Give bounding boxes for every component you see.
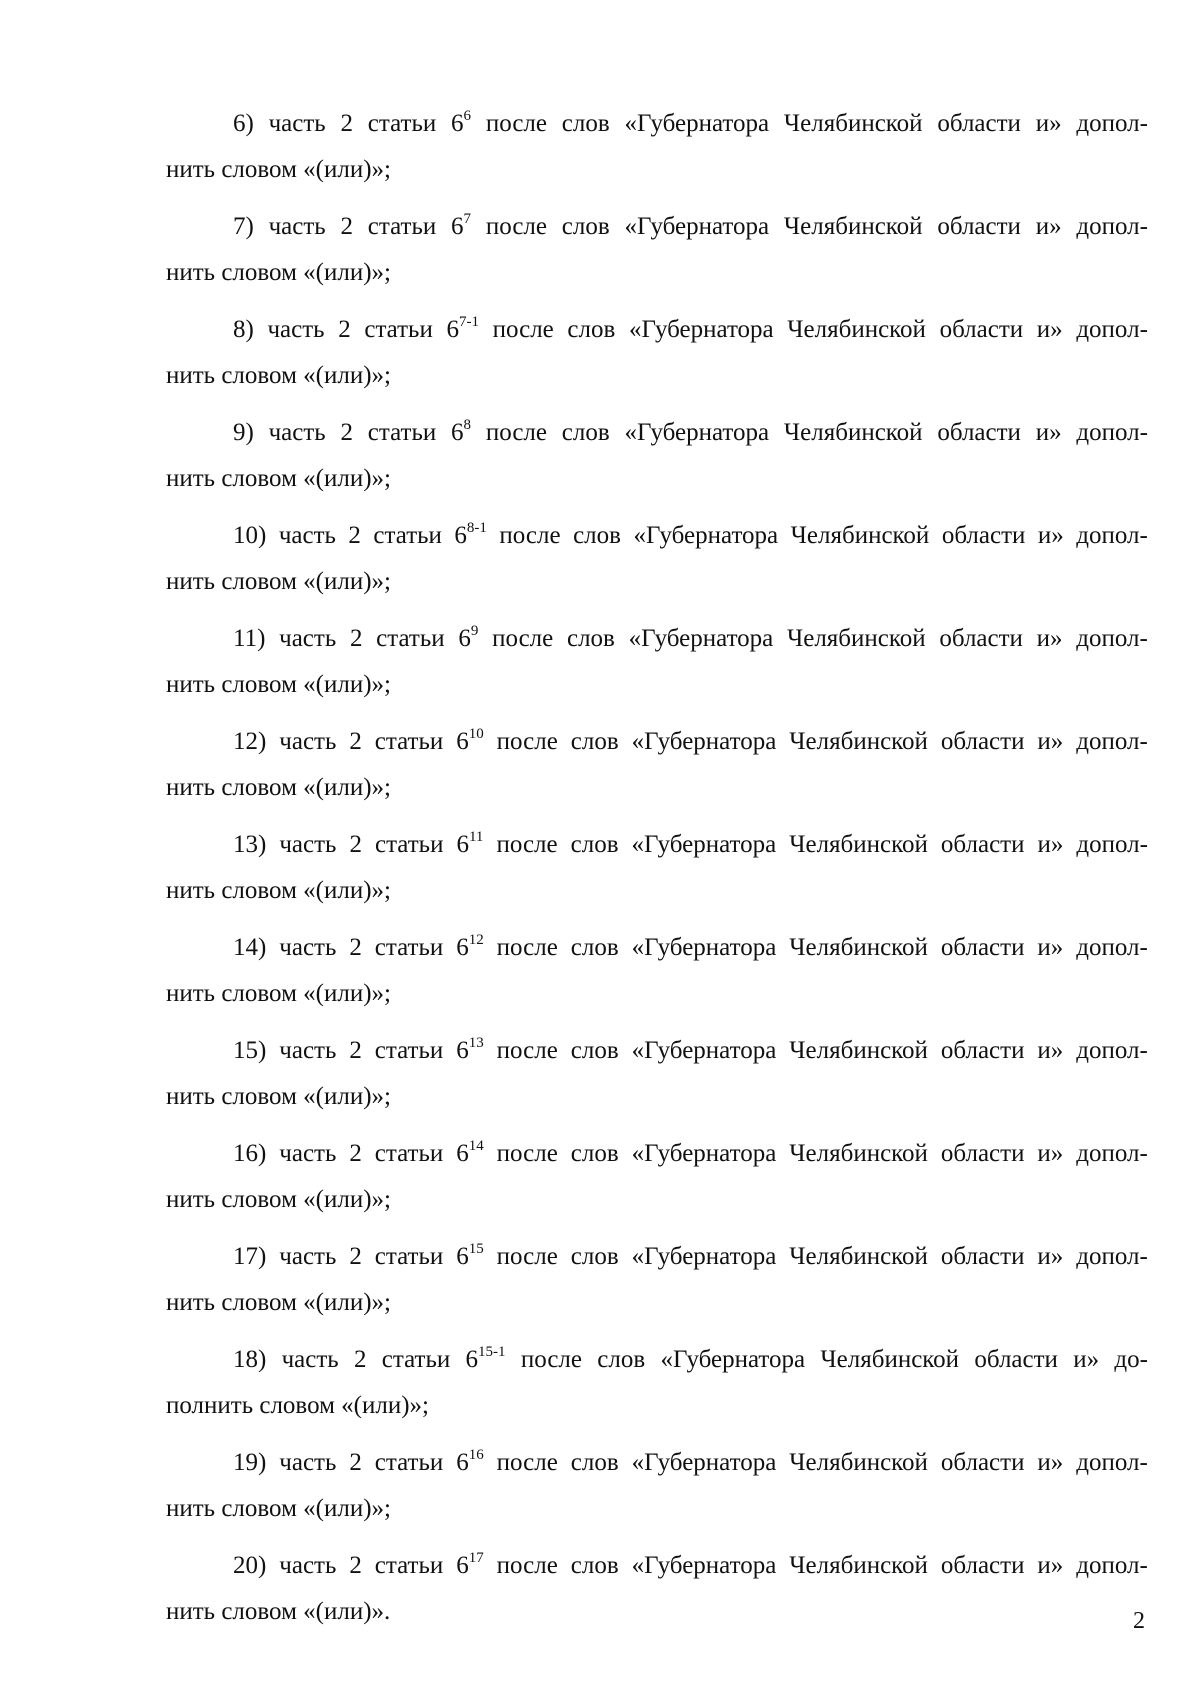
article-number: 6$^{15-1}$: [465, 1343, 506, 1373]
amendment-second-line: нить словом «(или)»;: [166, 259, 391, 286]
amendment-list: [166, 101, 1148, 1646]
article-superscript: 7-1: [458, 313, 479, 330]
amendment-first-line: 9) часть 2 статьи $6^8$ после слов «Губернатора Челябинской области и» допол-: [166, 410, 1148, 456]
article-superscript: 7: [463, 210, 472, 227]
article-number: $6^{15}$: [456, 1240, 484, 1270]
amendment-second-line: нить словом «(или)»;: [166, 156, 391, 183]
amendment-item: [166, 204, 1148, 296]
amendment-item: [166, 101, 1148, 193]
amendment-first-line: 20) часть 2 статьи $6^{17}$ после слов «Губернатора Челябинской области и» допол-: [166, 1543, 1148, 1589]
amendment-first-line: 15) часть 2 статьи $6^{13}$ после слов «Губернатора Челябинской области и» допол-: [166, 1028, 1148, 1074]
amendment-second-line: нить словом «(или)»;: [166, 980, 391, 1007]
article-number: $6^{16}$: [456, 1446, 484, 1476]
article-number: $6^8$: [451, 416, 472, 446]
amendment-item: [166, 822, 1148, 914]
amendment-item: [166, 719, 1148, 811]
amendment-item: [166, 1234, 1148, 1326]
amendment-first-line: 7) часть 2 статьи $6^7$ после слов «Губернатора Челябинской области и» допол-: [166, 204, 1148, 250]
amendment-item: [166, 616, 1148, 708]
amendment-first-line: 11) часть 2 статьи $6^9$ после слов «Губернатора Челябинской области и» допол-: [166, 616, 1148, 662]
amendment-first-line: 18) часть 2 статьи 6$^{15-1}$ после слов «Губернатора Челябинской области и» до-: [166, 1337, 1148, 1383]
article-number: $6^{13}$: [456, 1034, 484, 1064]
amendment-item: [166, 410, 1148, 502]
article-superscript: 8: [463, 416, 472, 433]
amendment-second-line: нить словом «(или)»;: [166, 1495, 391, 1522]
amendment-first-line: 14) часть 2 статьи $6^{12}$ после слов «Губернатора Челябинской области и» допол-: [166, 925, 1148, 971]
amendment-item: [166, 307, 1148, 399]
article-superscript: 15-1: [478, 1343, 506, 1360]
amendment-first-line: 12) часть 2 статьи $6^{10}$ после слов «Губернатора Челябинской области и» допол-: [166, 719, 1148, 765]
article-superscript: 17: [468, 1549, 484, 1566]
article-number: $6^9$: [458, 622, 479, 652]
page-number: 2: [1133, 1608, 1145, 1634]
article-superscript: 10: [468, 725, 484, 742]
amendment-second-line: нить словом «(или)»;: [166, 877, 391, 904]
amendment-item: [166, 1028, 1148, 1120]
article-superscript: 6: [463, 107, 472, 124]
article-number: $6^{10}$: [456, 725, 484, 755]
amendment-first-line: 16) часть 2 статьи $6^{14}$ после слов «Губернатора Челябинской области и» допол-: [166, 1131, 1148, 1177]
amendment-item: [166, 1440, 1148, 1532]
article-superscript: 15: [468, 1240, 484, 1257]
amendment-second-line: нить словом «(или)»;: [166, 1186, 391, 1213]
article-superscript: 9: [470, 622, 479, 639]
amendment-first-line: 10) часть 2 статьи 6$^{8-1}$ после слов «Губернатора Челябинской области и» допол-: [166, 513, 1148, 559]
article-number: $6^{11}$: [456, 828, 484, 858]
article-superscript: 16: [468, 1446, 484, 1463]
amendment-item: [166, 925, 1148, 1017]
amendment-first-line: 6) часть 2 статьи $6^6$ после слов «Губернатора Челябинской области и» допол-: [166, 101, 1148, 147]
article-number: $6^{14}$: [456, 1137, 484, 1167]
article-superscript: 12: [468, 931, 484, 948]
article-superscript: 8-1: [466, 519, 487, 536]
amendment-second-line: полнить словом «(или)»;: [166, 1392, 429, 1419]
article-number: 6$^{8-1}$: [454, 519, 487, 549]
amendment-item: [166, 1337, 1148, 1429]
amendment-first-line: 13) часть 2 статьи $6^{11}$ после слов «Губернатора Челябинской области и» допол-: [166, 822, 1148, 868]
amendment-second-line: нить словом «(или)»;: [166, 465, 391, 492]
amendment-second-line: нить словом «(или)»;: [166, 1083, 391, 1110]
article-superscript: 11: [468, 828, 484, 845]
amendment-second-line: нить словом «(или)»;: [166, 774, 391, 801]
article-number: 6$^{7-1}$: [446, 313, 479, 343]
article-number: $6^{12}$: [456, 931, 484, 961]
amendment-second-line: нить словом «(или)»;: [166, 362, 391, 389]
amendment-second-line: нить словом «(или)».: [166, 1598, 391, 1625]
article-superscript: 13: [468, 1034, 484, 1051]
amendment-second-line: нить словом «(или)»;: [166, 671, 391, 698]
amendment-item: [166, 513, 1148, 605]
amendment-first-line: 8) часть 2 статьи 6$^{7-1}$ после слов «Губернатора Челябинской области и» допол-: [166, 307, 1148, 353]
amendment-first-line: 19) часть 2 статьи $6^{16}$ после слов «Губернатора Челябинской области и» допол-: [166, 1440, 1148, 1486]
article-number: $6^7$: [451, 210, 472, 240]
article-superscript: 14: [468, 1137, 484, 1154]
amendment-item: [166, 1131, 1148, 1223]
amendment-second-line: нить словом «(или)»;: [166, 1289, 391, 1316]
amendment-first-line: 17) часть 2 статьи $6^{15}$ после слов «Губернатора Челябинской области и» допол-: [166, 1234, 1148, 1280]
amendment-second-line: нить словом «(или)»;: [166, 568, 391, 595]
article-number: $6^{17}$: [456, 1549, 484, 1579]
amendment-item: [166, 1543, 1148, 1635]
article-number: $6^6$: [451, 107, 472, 137]
